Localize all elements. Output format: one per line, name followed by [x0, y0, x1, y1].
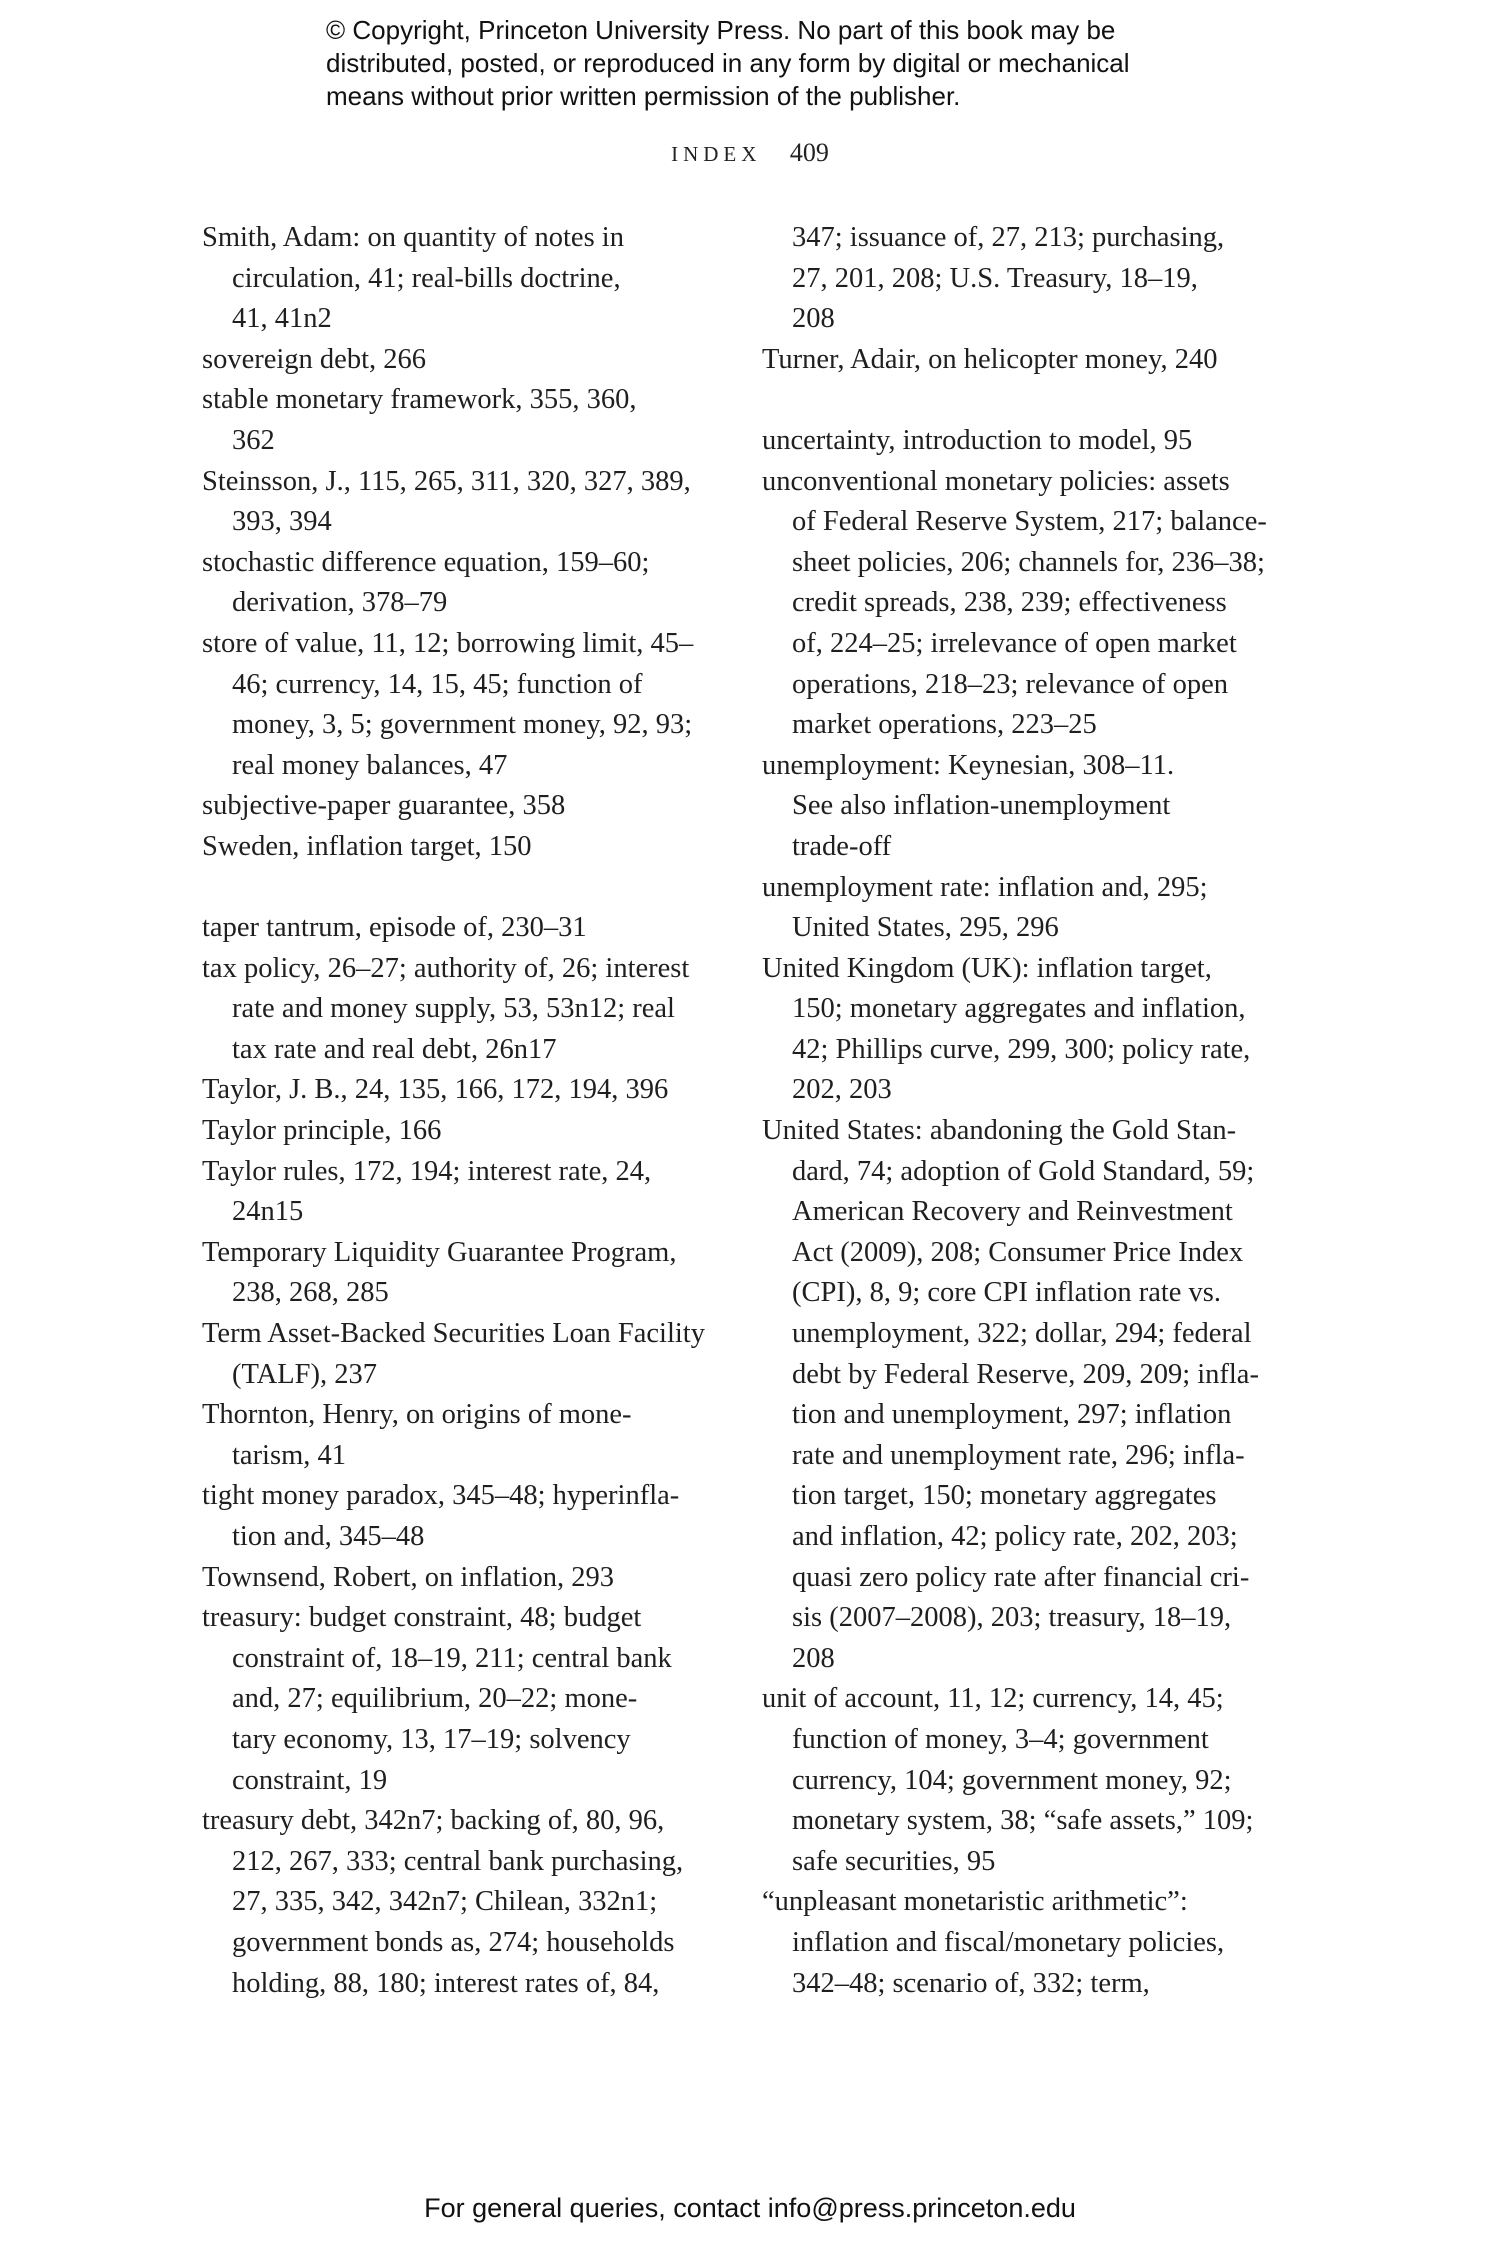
index-entry-line: stochastic difference equation, 159–60;: [202, 546, 650, 578]
index-entry: [202, 1233, 722, 1314]
index-entry: [202, 380, 722, 461]
index-entry: [202, 786, 722, 827]
index-entry-line: 362: [232, 424, 275, 456]
index-entry-line: money, 3, 5; government money, 92, 93;: [232, 709, 693, 741]
index-entry-line: 46; currency, 14, 15, 45; function of: [232, 668, 643, 700]
index-entry-line: 27, 335, 342, 342n7; Chilean, 332n1;: [232, 1886, 658, 1918]
index-entry: [762, 1679, 1302, 1882]
index-entry: [202, 1395, 722, 1476]
index-entry: [202, 1111, 722, 1152]
index-entry-line: trade-off: [792, 830, 892, 862]
index-entry: [762, 421, 1302, 462]
index-entry-line: of, 224–25; irrelevance of open market: [792, 627, 1237, 659]
index-entry-line: Townsend, Robert, on inflation, 293: [202, 1561, 614, 1593]
index-entry-line: constraint of, 18–19, 211; central bank: [232, 1642, 672, 1674]
index-entry-line: store of value, 11, 12; borrowing limit, 45–: [202, 627, 694, 659]
index-entry-line: Taylor rules, 172, 194; interest rate, 24,: [202, 1155, 652, 1187]
index-entry-line: 42; Phillips curve, 299, 300; policy rate,: [792, 1033, 1251, 1065]
index-entry-line: holding, 88, 180; interest rates of, 84,: [232, 1967, 660, 1999]
index-entry-line: tight money paradox, 345–48; hyperinfla-: [202, 1480, 680, 1512]
index-entry-line: subjective-paper guarantee, 358: [202, 790, 566, 822]
index-entry-line: sheet policies, 206; channels for, 236–38;: [792, 546, 1265, 578]
index-entry-line: stable monetary framework, 355, 360,: [202, 384, 637, 416]
index-column-right: [762, 218, 1302, 2004]
index-entry-line: 238, 268, 285: [232, 1277, 389, 1309]
index-entry-line: unconventional monetary policies: assets: [762, 465, 1230, 497]
index-entry-line: 212, 267, 333; central bank purchasing,: [232, 1845, 684, 1877]
index-entry: [202, 1801, 722, 2004]
index-entry: [202, 543, 722, 624]
index-entry: [762, 462, 1302, 746]
index-entry-line: credit spreads, 238, 239; effectiveness: [792, 587, 1227, 619]
index-entry: [202, 1476, 722, 1557]
copyright-line: © Copyright, Princeton University Press. No part of this book may be: [326, 15, 1116, 45]
index-entry-line: rate and money supply, 53, 53n12; real: [232, 993, 675, 1025]
index-entry-line: unemployment rate: inflation and, 295;: [762, 871, 1208, 903]
index-entry-line: Turner, Adair, on helicopter money, 240: [762, 343, 1218, 375]
index-entry-line: and inflation, 42; policy rate, 202, 203;: [792, 1521, 1238, 1552]
index-entry: [202, 908, 722, 949]
index-entry-line: 24n15: [232, 1196, 304, 1228]
index-entry-line: real money balances, 47: [232, 749, 508, 781]
index-entry: [762, 746, 1302, 868]
index-entry-continuation: [762, 218, 1302, 340]
index-entry-line: circulation, 41; real-bills doctrine,: [232, 262, 621, 294]
index-entry: [202, 624, 722, 786]
index-entry-line: market operations, 223–25: [792, 709, 1097, 741]
index-entry-line: constraint, 19: [232, 1764, 388, 1796]
index-entry-line: American Recovery and Reinvestment: [792, 1196, 1233, 1228]
index-entry: [202, 1314, 722, 1395]
index-entry-line: 208: [792, 1642, 835, 1674]
index-entry-line: tary economy, 13, 17–19; solvency: [232, 1723, 631, 1755]
index-entry-line: Thornton, Henry, on origins of mone-: [202, 1399, 632, 1431]
letter-group-gap: [202, 868, 722, 909]
index-entry-line: Term Asset-Backed Securities Loan Facility: [202, 1318, 705, 1350]
index-entry-line: currency, 104; government money, 92;: [792, 1764, 1232, 1796]
index-entry-line: Taylor, J. B., 24, 135, 166, 172, 194, 396: [202, 1074, 669, 1106]
index-entry-line: unemployment: Keynesian, 308–11.: [762, 749, 1175, 781]
index-entry-line: rate and unemployment rate, 296; infla-: [792, 1439, 1245, 1471]
index-entry: [202, 1070, 722, 1111]
index-entry: [762, 868, 1302, 949]
page-number: 409: [789, 138, 829, 167]
index-entry: [202, 340, 722, 381]
copyright-line: distributed, posted, or reproduced in any form by digital or mechanical: [326, 48, 1130, 78]
index-entry-line: taper tantrum, episode of, 230–31: [202, 912, 587, 944]
index-entry-line: tion and, 345–48: [232, 1521, 425, 1552]
index-entry-line: (TALF), 237: [232, 1358, 377, 1390]
index-entry-line: 342–48; scenario of, 332; term,: [792, 1967, 1150, 1999]
index-entry: [202, 218, 722, 340]
index-entry-line: quasi zero policy rate after financial cri-: [792, 1561, 1250, 1593]
footer-contact: For general queries, contact info@press.princeton.edu: [424, 2193, 1076, 2223]
index-entry-line: United States, 295, 296: [792, 912, 1059, 944]
index-entry-line: 27, 201, 208; U.S. Treasury, 18–19,: [792, 262, 1198, 294]
index-entry: [202, 1558, 722, 1599]
index-entry: [762, 949, 1302, 1111]
letter-group-gap: [762, 380, 1302, 421]
index-entry-line: Act (2009), 208; Consumer Price Index: [792, 1236, 1244, 1268]
index-entry: [202, 949, 722, 1071]
index-entry: [762, 1111, 1302, 1679]
index-entry-line: tarism, 41: [232, 1439, 346, 1471]
index-entry-line: Steinsson, J., 115, 265, 311, 320, 327, 389,: [202, 465, 691, 497]
index-entry-line: unit of account, 11, 12; currency, 14, 45;: [762, 1683, 1224, 1715]
index-entry-line: 393, 394: [232, 506, 332, 538]
copyright-line: means without prior written permission of the publisher.: [326, 81, 961, 111]
index-entry-line: government bonds as, 274; households: [232, 1926, 675, 1958]
index-entry-line: See also inflation-unemployment: [792, 790, 1171, 822]
index-entry-line: function of money, 3–4; government: [792, 1723, 1209, 1755]
index-entry: [202, 1152, 722, 1233]
index-column-left: [202, 218, 722, 2004]
index-entry-line: tion and unemployment, 297; inflation: [792, 1399, 1232, 1431]
index-entry-line: Sweden, inflation target, 150: [202, 830, 532, 862]
index-entry-line: and, 27; equilibrium, 20–22; mone-: [232, 1683, 638, 1715]
running-head: [0, 138, 1500, 168]
index-entry-line: of Federal Reserve System, 217; balance-: [792, 506, 1267, 538]
running-head-label: INDEX: [671, 142, 762, 166]
index-entry-line: 347; issuance of, 27, 213; purchasing,: [792, 222, 1225, 253]
index-entry: [762, 1882, 1302, 2004]
index-entry-line: tion target, 150; monetary aggregates: [792, 1480, 1217, 1512]
index-entry-line: sovereign debt, 266: [202, 343, 426, 375]
index-entry-line: dard, 74; adoption of Gold Standard, 59;: [792, 1155, 1255, 1187]
index-entry-line: monetary system, 38; “safe assets,” 109;: [792, 1805, 1254, 1837]
index-entry-line: operations, 218–23; relevance of open: [792, 668, 1229, 700]
index-entry: [762, 340, 1302, 381]
index-entry-line: treasury: budget constraint, 48; budget: [202, 1602, 642, 1634]
index-entry-line: (CPI), 8, 9; core CPI inflation rate vs.: [792, 1277, 1222, 1309]
index-entry-line: 150; monetary aggregates and inflation,: [792, 993, 1246, 1025]
index-entry-line: 202, 203: [792, 1074, 892, 1106]
index-entry-line: United States: abandoning the Gold Stan-: [762, 1115, 1237, 1147]
index-entry-line: debt by Federal Reserve, 209, 209; infla-: [792, 1358, 1259, 1390]
index-entry-line: United Kingdom (UK): inflation target,: [762, 952, 1212, 984]
index-entry: [202, 827, 722, 868]
index-entry-line: tax rate and real debt, 26n17: [232, 1033, 557, 1065]
index-entry-line: sis (2007–2008), 203; treasury, 18–19,: [792, 1602, 1232, 1634]
copyright-notice: [326, 14, 1226, 113]
index-entry: [202, 1598, 722, 1801]
index-entry-line: Temporary Liquidity Guarantee Program,: [202, 1236, 677, 1268]
index-entry-line: uncertainty, introduction to model, 95: [762, 424, 1193, 456]
index-entry-line: safe securities, 95: [792, 1845, 996, 1877]
index-entry-line: 41, 41n2: [232, 303, 332, 335]
index-entry-line: Taylor principle, 166: [202, 1115, 442, 1147]
index-entry-line: inflation and fiscal/monetary policies,: [792, 1926, 1225, 1958]
index-entry-line: unemployment, 322; dollar, 294; federal: [792, 1318, 1252, 1350]
index-entry-line: derivation, 378–79: [232, 587, 448, 619]
index-entry-line: “unpleasant monetaristic arithmetic”:: [762, 1886, 1188, 1918]
index-entry-line: Smith, Adam: on quantity of notes in: [202, 222, 624, 253]
index-entry-line: tax policy, 26–27; authority of, 26; interest: [202, 952, 690, 984]
index-entry: [202, 462, 722, 543]
index-entry-line: 208: [792, 303, 835, 335]
index-entry-line: treasury debt, 342n7; backing of, 80, 96,: [202, 1805, 665, 1837]
